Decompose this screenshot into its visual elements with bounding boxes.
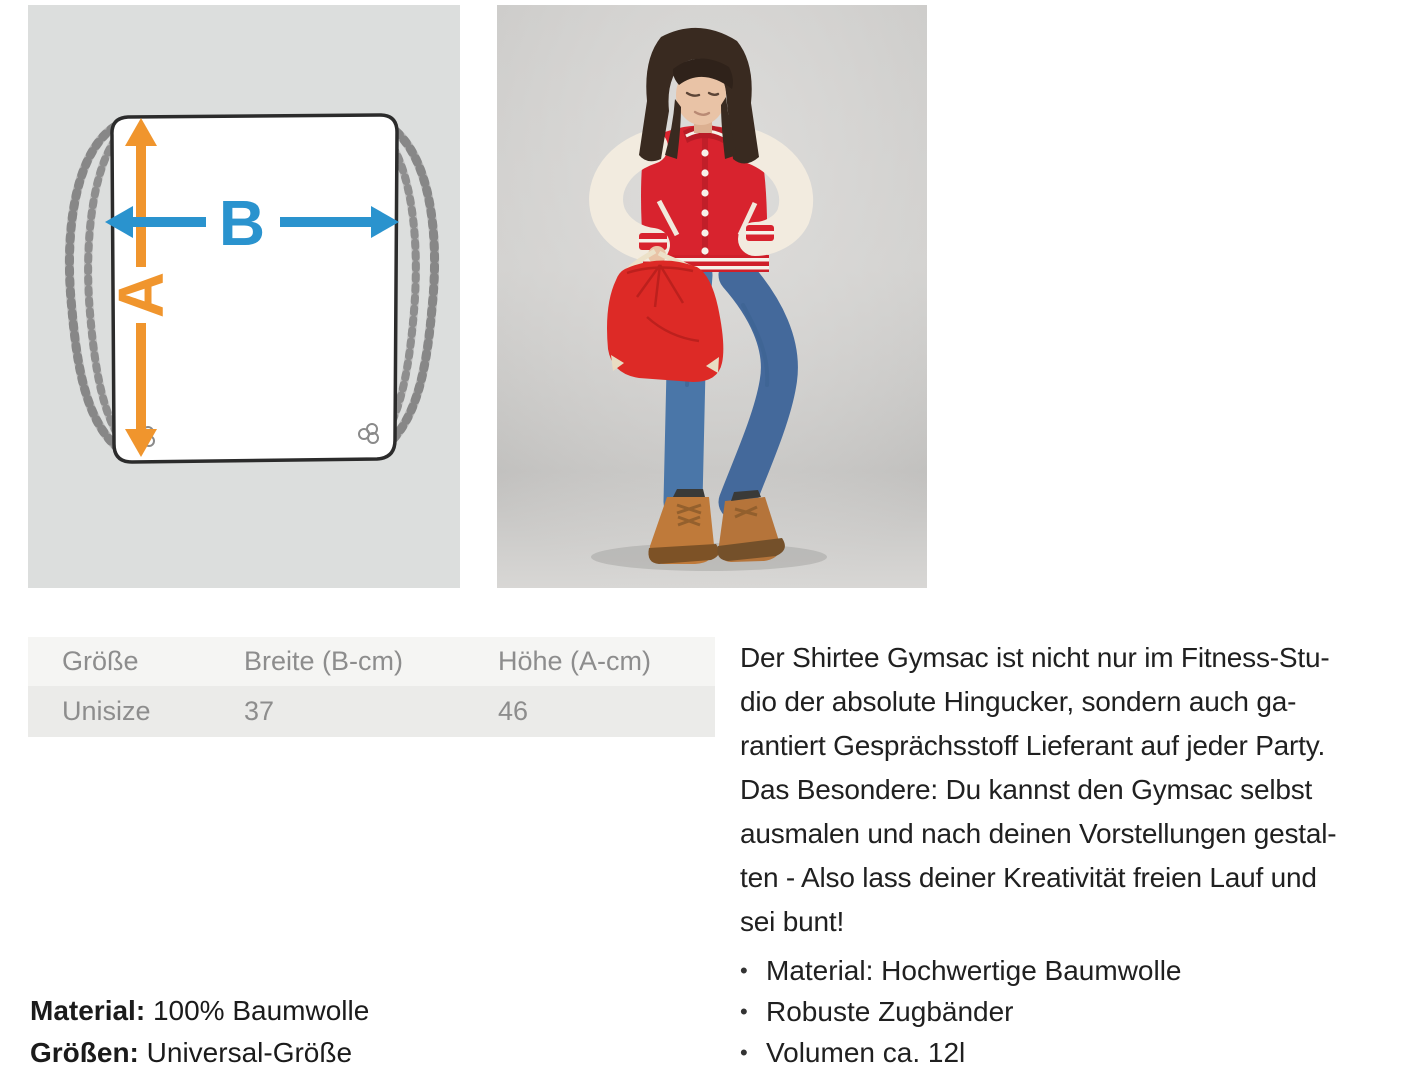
bullet-icon: • bbox=[740, 1040, 748, 1065]
material-label: Material: bbox=[30, 995, 146, 1026]
description-line: ausmalen und nach deinen Vorstellungen gestal- bbox=[740, 818, 1337, 849]
sizes-line bbox=[30, 1032, 369, 1074]
cell-size: Unisize bbox=[62, 696, 151, 726]
model-photo-illustration bbox=[497, 5, 927, 588]
bullet-text: Volumen ca. 12l bbox=[766, 1037, 966, 1068]
list-item bbox=[740, 950, 1416, 991]
description-line: sei bunt! bbox=[740, 906, 845, 937]
description-line: ten - Also lass deiner Kreativität freien Lauf und bbox=[740, 862, 1317, 893]
material-info bbox=[30, 990, 369, 1074]
material-value: 100% Baumwolle bbox=[152, 995, 370, 1026]
description-line: rantiert Gesprächsstoff Lieferant auf jeder Party. bbox=[740, 730, 1326, 761]
label-b: B bbox=[218, 187, 266, 259]
label-a: A bbox=[104, 271, 177, 319]
description-line: Das Besondere: Du kannst den Gymsac selbst bbox=[740, 774, 1313, 805]
size-table bbox=[28, 637, 715, 737]
list-item bbox=[740, 1032, 1416, 1073]
col-header-groesse: Größe bbox=[62, 646, 139, 676]
list-item bbox=[740, 991, 1416, 1032]
bullet-text: Robuste Zugbänder bbox=[766, 996, 1014, 1027]
description-line: Der Shirtee Gymsac ist nicht nur im Fitness-Stu- bbox=[740, 642, 1330, 673]
material-line bbox=[30, 990, 369, 1032]
bullet-text: Material: Hochwertige Baumwolle bbox=[766, 955, 1182, 986]
size-diagram-panel bbox=[28, 5, 460, 588]
drawstring-bag-size-diagram-icon bbox=[28, 5, 460, 588]
col-header-breite: Breite (B-cm) bbox=[244, 646, 404, 676]
col-header-hoehe: Höhe (A-cm) bbox=[498, 646, 652, 676]
sizes-value: Universal-Größe bbox=[146, 1037, 353, 1068]
description-line: dio der absolute Hingucker, sondern auch ga- bbox=[740, 686, 1297, 717]
product-photo bbox=[497, 5, 927, 588]
sizes-label: Größen: bbox=[30, 1037, 139, 1068]
product-description bbox=[740, 636, 1416, 944]
cell-height: 46 bbox=[498, 696, 529, 726]
bullet-icon: • bbox=[740, 999, 748, 1024]
feature-bullet-list bbox=[740, 950, 1416, 1073]
table-row bbox=[28, 686, 715, 737]
bullet-icon: • bbox=[740, 958, 748, 983]
size-table-header-row bbox=[28, 637, 715, 686]
cell-width: 37 bbox=[244, 696, 275, 726]
